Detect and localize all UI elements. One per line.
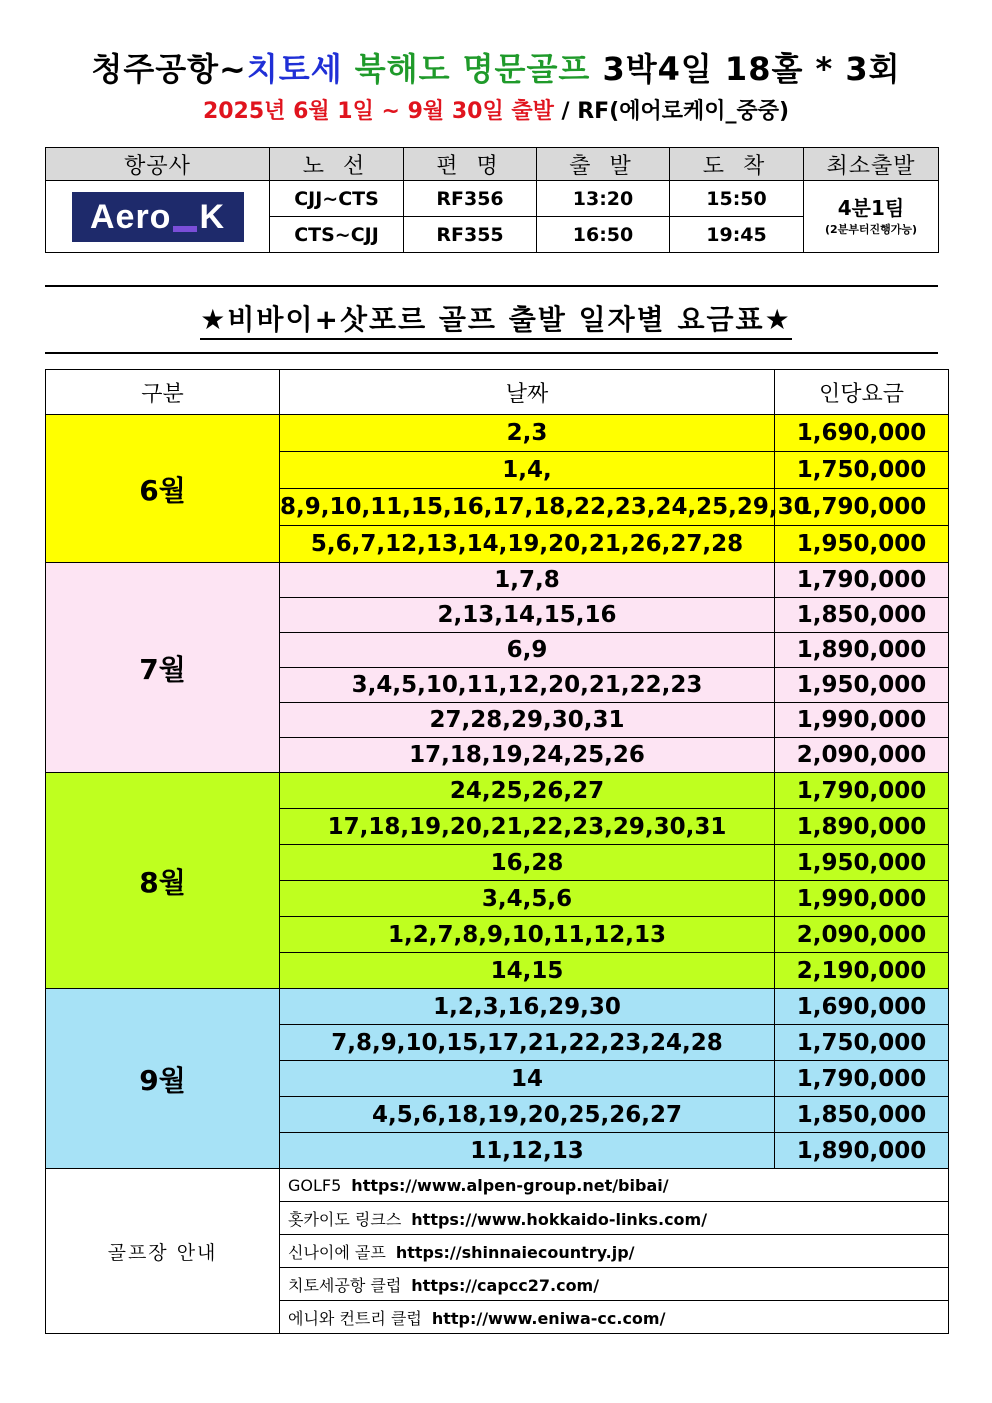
price-per-person: 1,750,000 [775,1025,949,1061]
departure-dates: 3,4,5,10,11,12,20,21,22,23 [280,668,775,703]
departure-dates: 1,2,7,8,9,10,11,12,13 [280,917,775,953]
departure-dates: 3,4,5,6 [280,881,775,917]
flight-row [46,181,939,217]
price-per-person: 1,690,000 [775,415,949,452]
header-flight: 편 명 [404,148,537,181]
price-per-person: 1,850,000 [775,1097,949,1133]
fare-row-august [46,773,949,809]
header-price: 인당요금 [775,370,949,415]
golf-course-link[interactable]: http://www.eniwa-cc.com/ [431,1308,666,1328]
header-category: 구분 [46,370,280,415]
header-arrive: 도 착 [670,148,804,181]
price-per-person: 1,890,000 [775,633,949,668]
price-per-person: 1,790,000 [775,563,949,598]
aerok-logo: Aero K [72,192,244,242]
departure-dates: 24,25,26,27 [280,773,775,809]
price-per-person: 1,790,000 [775,1061,949,1097]
golf-course-info [280,1169,949,1202]
price-per-person: 1,790,000 [775,773,949,809]
fare-row-september [46,989,949,1025]
golf-course-link[interactable]: https://shinnaiecountry.jp/ [395,1242,635,1262]
golf-course-link[interactable]: https://www.alpen-group.net/bibai/ [351,1175,669,1195]
header-dates: 날짜 [280,370,775,415]
departure-dates: 2,3 [280,415,775,452]
arrive-time: 15:50 [670,181,804,217]
min-departure: 4분1팀 [837,195,905,220]
golf-course-name: 치토세공항 클럽 [288,1275,402,1295]
title-theme: 북해도 명문골프 [354,50,591,88]
golf-guide-label: 골프장 안내 [46,1169,280,1334]
page-title [0,44,992,90]
golf-course-name: 신나이에 골프 [288,1242,386,1262]
departure-dates: 11,12,13 [280,1133,775,1169]
title-destination: 치토세 [246,50,343,88]
month-label: 6월 [46,415,280,563]
golf-course-name: GOLF5 [288,1175,342,1195]
price-per-person: 1,890,000 [775,1133,949,1169]
month-label: 8월 [46,773,280,989]
departure-dates: 1,7,8 [280,563,775,598]
min-departure-cell [804,181,939,253]
fare-row-june [46,415,949,452]
title-duration: 3박4일 18홀 * 3회 [602,50,901,88]
fare-row-july [46,563,949,598]
golf-course-info [280,1202,949,1235]
price-per-person: 1,990,000 [775,703,949,738]
fare-banner [0,298,992,338]
price-per-person: 2,090,000 [775,917,949,953]
fare-table [45,369,949,1334]
fare-banner-text: ★비바이+삿포르 골프 출발 일자별 요금표★ [200,303,791,340]
month-label: 7월 [46,563,280,773]
departure-dates: 1,2,3,16,29,30 [280,989,775,1025]
page-subtitle [0,94,992,125]
golf-course-link[interactable]: https://capcc27.com/ [411,1275,600,1295]
flight-table [45,147,939,253]
departure-dates: 5,6,7,12,13,14,19,20,21,26,27,28 [280,526,775,563]
departure-dates: 27,28,29,30,31 [280,703,775,738]
price-per-person: 1,850,000 [775,598,949,633]
subtitle-airline: / RF(에어로케이_중중) [553,99,790,124]
price-per-person: 1,690,000 [775,989,949,1025]
golf-course-info [280,1268,949,1301]
title-origin: 청주공항~ [91,50,247,88]
depart-time: 16:50 [537,217,670,253]
month-label: 9월 [46,989,280,1169]
flight-number: RF355 [404,217,537,253]
departure-dates: 8,9,10,11,15,16,17,18,22,23,24,25,29,30 [280,489,775,526]
departure-dates: 4,5,6,18,19,20,25,26,27 [280,1097,775,1133]
price-per-person: 1,950,000 [775,526,949,563]
depart-time: 13:20 [537,181,670,217]
golf-course-name: 홋카이도 링크스 [288,1209,402,1229]
price-per-person: 1,950,000 [775,845,949,881]
departure-dates: 17,18,19,20,21,22,23,29,30,31 [280,809,775,845]
route: CJJ~CTS [270,181,404,217]
flight-table-header [46,148,939,181]
airline-logo-cell [46,181,270,253]
departure-dates: 6,9 [280,633,775,668]
price-per-person: 1,990,000 [775,881,949,917]
golf-course-info [280,1301,949,1334]
min-departure-note: (2분부터진행가능) [824,222,918,236]
header-depart: 출 발 [537,148,670,181]
subtitle-dates: 2025년 6월 1일 ~ 9월 30일 출발 [202,99,554,124]
golf-course-link[interactable]: https://www.hokkaido-links.com/ [411,1209,708,1229]
header-airline: 항공사 [46,148,270,181]
price-per-person: 1,890,000 [775,809,949,845]
golf-course-info [280,1235,949,1268]
header-route: 노 선 [270,148,404,181]
flight-number: RF356 [404,181,537,217]
golf-course-row [46,1169,949,1202]
departure-dates: 2,13,14,15,16 [280,598,775,633]
departure-dates: 14,15 [280,953,775,989]
price-per-person: 1,750,000 [775,452,949,489]
fare-table-header [46,370,949,415]
departure-dates: 1,4, [280,452,775,489]
header-min-departure: 최소출발 [804,148,939,181]
divider-bottom [45,352,938,354]
price-per-person: 2,090,000 [775,738,949,773]
arrive-time: 19:45 [670,217,804,253]
price-per-person: 2,190,000 [775,953,949,989]
price-per-person: 1,790,000 [775,489,949,526]
route: CTS~CJJ [270,217,404,253]
departure-dates: 7,8,9,10,15,17,21,22,23,24,28 [280,1025,775,1061]
departure-dates: 16,28 [280,845,775,881]
departure-dates: 14 [280,1061,775,1097]
price-per-person: 1,950,000 [775,668,949,703]
golf-course-name: 에니와 컨트리 클럽 [288,1308,422,1328]
divider-top [45,285,938,287]
departure-dates: 17,18,19,24,25,26 [280,738,775,773]
